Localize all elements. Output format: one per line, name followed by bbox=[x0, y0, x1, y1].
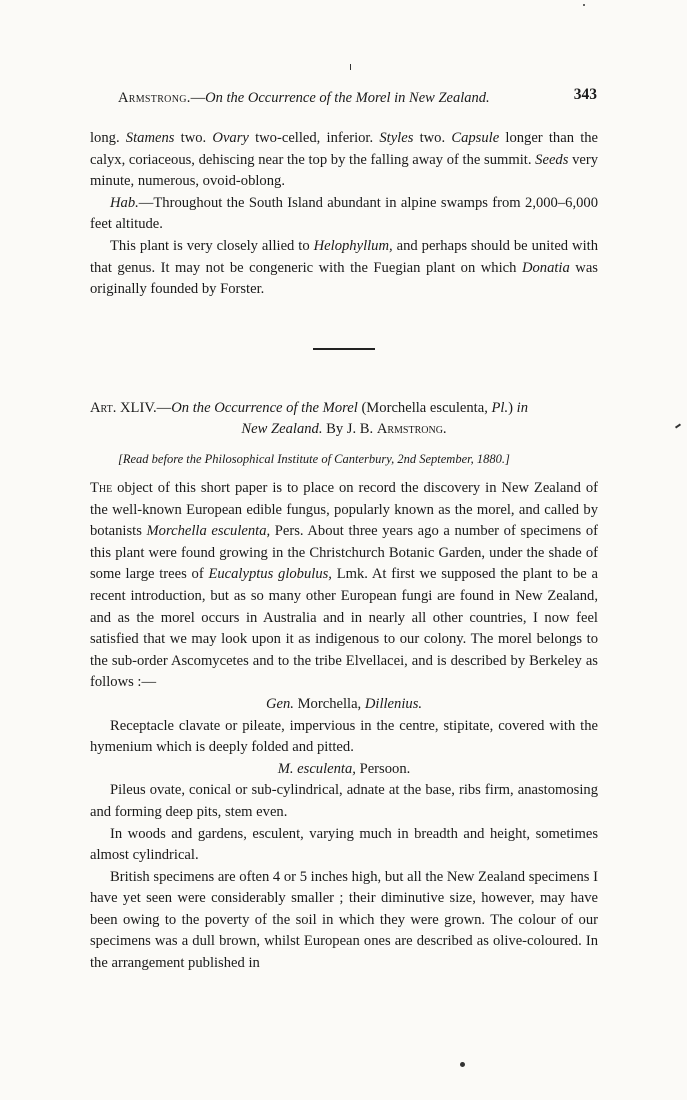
term-donatia: Donatia bbox=[521, 259, 570, 276]
text-the: The bbox=[90, 480, 113, 496]
term-capsule: Capsule bbox=[451, 130, 500, 146]
paragraph-habitat bbox=[90, 193, 598, 236]
speck-mark bbox=[460, 1062, 465, 1067]
article-number: Art. XLIV. bbox=[90, 400, 157, 416]
section-divider bbox=[313, 348, 375, 350]
text-two: two. bbox=[174, 130, 207, 146]
header-dash: — bbox=[190, 90, 206, 106]
speck-mark bbox=[675, 423, 681, 428]
term-morchella: Morchella esculenta, bbox=[146, 523, 271, 540]
running-title bbox=[118, 90, 490, 107]
article-dash: — bbox=[156, 400, 172, 416]
text-affinity-b: and perhaps should be united with that genus. It may not be congeneric with the Fuegian plant on which bbox=[90, 237, 599, 276]
term-helophyllum: Helophyllum, bbox=[313, 237, 393, 254]
article-title-line-1 bbox=[90, 398, 598, 419]
speck-mark bbox=[583, 4, 585, 6]
term-dillenius: Dillenius. bbox=[364, 695, 423, 712]
paragraph-capsule bbox=[90, 128, 598, 193]
article-title-in: in bbox=[516, 400, 529, 416]
text-intro-a: object of this short paper is to place on record the discovery in New Zealand of the well-known European edible fungus, popularly known as the morel, and called by botanists bbox=[90, 480, 598, 540]
continued-description bbox=[90, 128, 598, 301]
article-author: Armstrong. bbox=[376, 421, 447, 437]
text-habitat: —Throughout the South Island abundant in alpine swamps from 2,000–6,000 feet altitude. bbox=[90, 194, 598, 233]
text-intro-b: Pers. About three years ago a number of specimens of this plant were found growing in the Christchurch Botanic Garden, under the shade of some large trees of bbox=[90, 523, 598, 583]
article-title-nz: New Zealand. bbox=[241, 421, 323, 437]
article-title-line-2 bbox=[90, 419, 598, 440]
species-heading bbox=[90, 759, 598, 781]
article-by: By J. B. bbox=[322, 421, 377, 437]
term-seeds: Seeds bbox=[535, 151, 569, 168]
read-note: [Read before the Philosophical Institute of Canterbury, 2nd September, 1880.] bbox=[118, 452, 510, 466]
term-species: M. esculenta, bbox=[277, 760, 356, 777]
paragraph-pileus: Pileus ovate, conical or sub-cylindrical, adnate at the base, ribs firm, anastomosing and forming deep pits, stem even. bbox=[90, 782, 598, 820]
text-intro-c: Lmk. At first we supposed the plant to be a recent introduction, but as so many other European fungi are found in New Zealand, and as the morel occurs in Australia and in nearly all other countries, I now feel satisfied that we may look upon it as indigenous to our colony. The morel belongs to the sub-order Ascomycetes and to the tribe Elvellacei, and is described by Berkeley as follows :— bbox=[90, 566, 598, 691]
paragraph-intro bbox=[90, 478, 598, 694]
paragraph-habitat-2: In woods and gardens, esculent, varying much in breadth and height, sometimes almost cylindrical. bbox=[90, 825, 598, 864]
article-title bbox=[90, 398, 598, 440]
genus-heading bbox=[90, 694, 598, 716]
header-author: Armstrong. bbox=[118, 90, 191, 106]
article-title-pl: Pl. bbox=[491, 400, 509, 416]
term-ovary: Ovary bbox=[212, 130, 249, 146]
text-persoon: Persoon. bbox=[355, 760, 411, 777]
article-title-main: On the Occurrence of the Morel bbox=[171, 400, 358, 416]
running-header bbox=[90, 86, 597, 110]
article-title-close: ) bbox=[508, 400, 517, 416]
text-capsule: longer than the calyx, coriaceous, dehiscing near the top by the falling away of the summit. bbox=[90, 130, 599, 168]
term-hab: Hab. bbox=[110, 194, 139, 211]
term-stamens: Stamens bbox=[125, 130, 175, 146]
text-long: long. bbox=[90, 130, 120, 146]
paragraph-specimens: British specimens are often 4 or 5 inches high, but all the New Zealand specimens I have yet seen were considerably smaller ; their diminutive size, however, may have been owing to the poverty of the soil in which they were grown. The colour of our specimens was a dull brown, whilst European ones are described as olive-coloured. In the arrangement published in bbox=[90, 868, 598, 972]
article-title-sci: (Morchella esculenta, bbox=[357, 400, 492, 416]
text-ovary: two-celled, inferior. bbox=[248, 130, 374, 146]
article-body bbox=[90, 478, 598, 975]
paragraph-affinity bbox=[90, 236, 598, 301]
term-styles: Styles bbox=[379, 130, 414, 146]
text-seeds: very minute, numerous, ovoid-oblong. bbox=[90, 151, 598, 190]
speck-mark bbox=[350, 64, 351, 70]
text-affinity-c: was originally founded by Forster. bbox=[90, 259, 598, 298]
page-number: 343 bbox=[573, 86, 597, 103]
header-title: On the Occurrence of the Morel in New Zealand. bbox=[205, 90, 490, 106]
paragraph-receptacle: Receptacle clavate or pileate, impervious in the centre, stipitate, covered with the hymenium which is deeply folded and pitted. bbox=[90, 717, 598, 756]
text-two-2: two. bbox=[413, 130, 446, 146]
text-affinity-a: This plant is very closely allied to bbox=[110, 237, 314, 254]
term-gen: Gen. bbox=[265, 695, 294, 712]
term-eucalyptus: Eucalyptus globulus, bbox=[208, 566, 332, 583]
text-genus: Morchella, bbox=[293, 695, 365, 712]
